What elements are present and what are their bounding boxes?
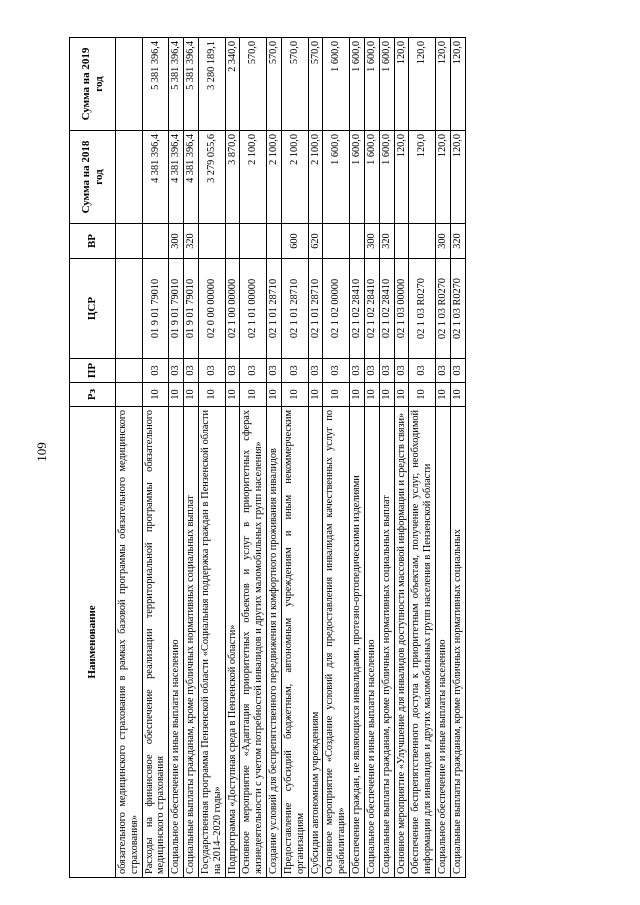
table-header-row <box>70 38 116 878</box>
cell-sum-2018: 120,0 <box>450 131 465 224</box>
cell-name: обязательного медицинского страхования в рамках базовой программы обязательного медицинского страхования» <box>116 407 143 878</box>
cell-name: Социальные выплаты гражданам, кроме публичных нормативных социальных <box>450 407 465 878</box>
cell-name: Основное мероприятие «Адаптация приоритетных объектов и услуг в приоритетных сферах жизнедеятельности с учетом потребностей инвалидов и других маломобильных групп населения» <box>240 407 267 878</box>
cell-sum-2019: 1 600,0 <box>323 38 350 131</box>
table-row <box>281 38 308 878</box>
cell-sum-2018 <box>116 131 143 224</box>
cell-rz: 10 <box>142 383 169 407</box>
cell-sum-2019: 570,0 <box>281 38 308 131</box>
cell-sum-2019: 120,0 <box>436 38 451 131</box>
cell-name: Субсидии автономным учреждениям <box>308 407 323 878</box>
cell-csr: 02 0 00 00000 <box>198 259 225 359</box>
cell-csr: 02 1 01 28710 <box>281 259 308 359</box>
cell-pr <box>116 359 143 383</box>
cell-pr: 03 <box>394 359 409 383</box>
cell-name: Основное мероприятие «Создание условий для предоставления инвалидам качественных услуг по реабилитации» <box>323 407 350 878</box>
cell-sum-2018: 4 381 396,4 <box>184 131 199 224</box>
cell-name: Расходы на финансовое обеспечение реализации территориальной программы обязательного медицинского страхования <box>142 407 169 878</box>
cell-pr: 03 <box>308 359 323 383</box>
table-row <box>225 38 240 878</box>
cell-rz: 10 <box>350 383 365 407</box>
cell-sum-2019: 1 600,0 <box>379 38 394 131</box>
cell-sum-2018: 2 100,0 <box>308 131 323 224</box>
cell-csr: 02 1 01 28710 <box>308 259 323 359</box>
cell-csr: 02 1 03 R0270 <box>436 259 451 359</box>
cell-pr: 03 <box>225 359 240 383</box>
cell-sum-2019: 570,0 <box>240 38 267 131</box>
cell-vr: 320 <box>379 224 394 259</box>
cell-vr <box>394 224 409 259</box>
cell-vr <box>142 224 169 259</box>
cell-sum-2019: 5 381 396,4 <box>142 38 169 131</box>
cell-name: Подпрограмма «Доступная среда в Пензенской области» <box>225 407 240 878</box>
cell-csr: 02 1 03 R0270 <box>450 259 465 359</box>
cell-pr: 03 <box>379 359 394 383</box>
cell-rz: 10 <box>379 383 394 407</box>
cell-rz: 10 <box>323 383 350 407</box>
cell-csr: 02 1 02 28410 <box>379 259 394 359</box>
cell-pr: 03 <box>350 359 365 383</box>
table-row <box>450 38 465 878</box>
cell-rz: 10 <box>450 383 465 407</box>
header-sum-2018: Сумма на 2018 год <box>70 131 116 224</box>
table-row <box>379 38 394 878</box>
cell-name: Социальные выплаты гражданам, кроме публичных нормативных социальных выплат <box>379 407 394 878</box>
cell-vr <box>409 224 436 259</box>
page-number: 109 <box>33 442 49 462</box>
cell-sum-2019: 3 280 189,1 <box>198 38 225 131</box>
table-row <box>169 38 184 878</box>
cell-rz: 10 <box>225 383 240 407</box>
cell-rz: 10 <box>281 383 308 407</box>
table-row <box>184 38 199 878</box>
cell-name: Государственная программа Пензенской области «Социальная поддержка граждан в Пензенской области на 2014–2020 годы» <box>198 407 225 878</box>
cell-sum-2018: 4 381 396,4 <box>169 131 184 224</box>
table-row <box>116 38 143 878</box>
cell-sum-2018: 120,0 <box>436 131 451 224</box>
cell-vr <box>323 224 350 259</box>
table-row <box>436 38 451 878</box>
header-name: Наименование <box>70 407 116 878</box>
cell-sum-2018: 2 100,0 <box>240 131 267 224</box>
cell-sum-2018: 120,0 <box>409 131 436 224</box>
cell-sum-2019: 570,0 <box>308 38 323 131</box>
cell-csr: 02 1 00 00000 <box>225 259 240 359</box>
cell-name: Социальное обеспечение и иные выплаты населению <box>436 407 451 878</box>
cell-vr <box>225 224 240 259</box>
header-csr: ЦСР <box>70 259 116 359</box>
header-pr: ПР <box>70 359 116 383</box>
table-row <box>350 38 365 878</box>
cell-csr: 02 1 01 28710 <box>267 259 282 359</box>
cell-sum-2019: 1 600,0 <box>350 38 365 131</box>
cell-pr: 03 <box>281 359 308 383</box>
table-row <box>308 38 323 878</box>
table-row <box>240 38 267 878</box>
cell-pr: 03 <box>323 359 350 383</box>
table-row <box>267 38 282 878</box>
cell-vr: 600 <box>281 224 308 259</box>
cell-csr: 01 9 01 79010 <box>142 259 169 359</box>
cell-sum-2018: 120,0 <box>394 131 409 224</box>
cell-rz: 10 <box>308 383 323 407</box>
cell-sum-2018: 1 600,0 <box>350 131 365 224</box>
cell-vr: 620 <box>308 224 323 259</box>
cell-vr: 300 <box>364 224 379 259</box>
cell-rz: 10 <box>364 383 379 407</box>
cell-name: Предоставление субсидий бюджетным, автономным учреждениям и иным некоммерческим организациям <box>281 407 308 878</box>
cell-vr <box>116 224 143 259</box>
cell-vr <box>267 224 282 259</box>
table-row <box>364 38 379 878</box>
cell-sum-2018: 3 279 055,6 <box>198 131 225 224</box>
cell-name: Социальные выплаты гражданам, кроме публичных нормативных социальных выплат <box>184 407 199 878</box>
cell-vr: 320 <box>184 224 199 259</box>
cell-csr: 02 1 02 00000 <box>323 259 350 359</box>
cell-sum-2018: 3 870,0 <box>225 131 240 224</box>
table-row <box>323 38 350 878</box>
table-row <box>142 38 169 878</box>
cell-pr: 03 <box>450 359 465 383</box>
cell-csr: 02 1 01 00000 <box>240 259 267 359</box>
budget-table <box>69 37 466 878</box>
cell-rz: 10 <box>169 383 184 407</box>
cell-pr: 03 <box>169 359 184 383</box>
table-row <box>409 38 436 878</box>
cell-pr: 03 <box>436 359 451 383</box>
cell-sum-2019: 1 600,0 <box>364 38 379 131</box>
cell-pr: 03 <box>409 359 436 383</box>
cell-pr: 03 <box>267 359 282 383</box>
cell-pr: 03 <box>198 359 225 383</box>
cell-name: Социальное обеспечение и иные выплаты населению <box>169 407 184 878</box>
cell-pr: 03 <box>142 359 169 383</box>
cell-csr: 02 1 03 R0270 <box>409 259 436 359</box>
cell-pr: 03 <box>364 359 379 383</box>
cell-sum-2019: 120,0 <box>409 38 436 131</box>
cell-rz: 10 <box>409 383 436 407</box>
cell-name: Основное мероприятие «Улучшение для инвалидов доступности массовой информации и средств связи» <box>394 407 409 878</box>
cell-pr: 03 <box>184 359 199 383</box>
cell-sum-2019 <box>116 38 143 131</box>
table-row <box>198 38 225 878</box>
cell-vr <box>198 224 225 259</box>
cell-rz <box>116 383 143 407</box>
cell-sum-2019: 5 381 396,4 <box>184 38 199 131</box>
cell-sum-2019: 120,0 <box>450 38 465 131</box>
cell-vr: 320 <box>450 224 465 259</box>
cell-sum-2018: 2 100,0 <box>267 131 282 224</box>
cell-sum-2019: 2 340,0 <box>225 38 240 131</box>
cell-csr: 01 9 01 79010 <box>184 259 199 359</box>
cell-vr <box>240 224 267 259</box>
cell-sum-2018: 1 600,0 <box>364 131 379 224</box>
cell-csr: 02 1 02 28410 <box>350 259 365 359</box>
cell-rz: 10 <box>436 383 451 407</box>
cell-rz: 10 <box>267 383 282 407</box>
cell-sum-2019: 570,0 <box>267 38 282 131</box>
cell-rz: 10 <box>394 383 409 407</box>
cell-vr: 300 <box>436 224 451 259</box>
cell-sum-2019: 5 381 396,4 <box>169 38 184 131</box>
cell-name: Обеспечение граждан, не являющихся инвалидами, протезно-ортопедическими изделиями <box>350 407 365 878</box>
cell-sum-2018: 1 600,0 <box>379 131 394 224</box>
cell-csr: 02 1 02 28410 <box>364 259 379 359</box>
cell-csr: 02 1 03 00000 <box>394 259 409 359</box>
cell-name: Создание условий для беспрепятственного передвижения и комфортного проживания инвалидов <box>267 407 282 878</box>
cell-rz: 10 <box>184 383 199 407</box>
cell-rz: 10 <box>198 383 225 407</box>
cell-sum-2018: 2 100,0 <box>281 131 308 224</box>
cell-rz: 10 <box>240 383 267 407</box>
cell-pr: 03 <box>240 359 267 383</box>
cell-sum-2018: 4 381 396,4 <box>142 131 169 224</box>
header-vr: ВР <box>70 224 116 259</box>
cell-vr <box>350 224 365 259</box>
header-rz: Рз <box>70 383 116 407</box>
cell-csr <box>116 259 143 359</box>
header-sum-2019: Сумма на 2019 год <box>70 38 116 131</box>
cell-name: Социальное обеспечение и иные выплаты населению <box>364 407 379 878</box>
rotated-page-content <box>69 38 627 878</box>
cell-sum-2019: 120,0 <box>394 38 409 131</box>
cell-sum-2018: 1 600,0 <box>323 131 350 224</box>
table-row <box>394 38 409 878</box>
cell-csr: 01 9 01 79010 <box>169 259 184 359</box>
cell-name: Обеспечение беспрепятственного доступа к приоритетным объектам, получение услуг, необходимой информации для инвалидов и других маломобильных групп населения в Пензенской области <box>409 407 436 878</box>
cell-vr: 300 <box>169 224 184 259</box>
